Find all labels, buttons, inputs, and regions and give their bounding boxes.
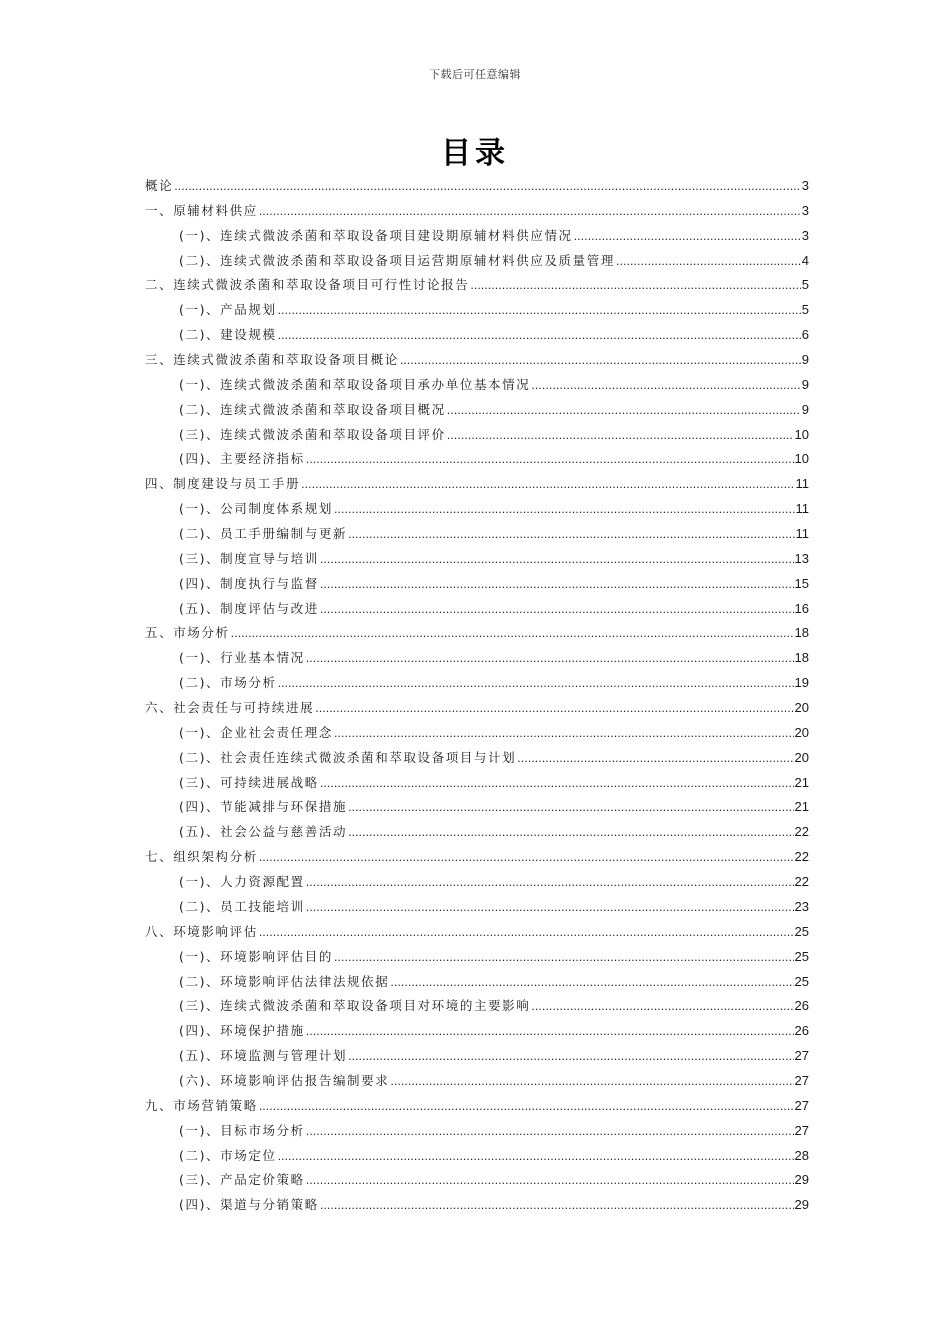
toc-entry[interactable] [145,970,809,995]
toc-entry[interactable] [145,1069,809,1094]
toc-entry-label: 一、原辅材料供应 [145,202,258,218]
toc-entry-label: (二)、环境影响评估法律法规依据 [179,973,390,989]
toc-entry-label: (三)、可持续进展战略 [179,774,319,790]
toc-page-number: 25 [794,923,809,939]
page-title: 目录 [441,136,509,171]
toc-page-number: 3 [801,202,809,218]
toc-dot-leader [517,747,793,772]
toc-page-number: 13 [794,550,809,566]
toc-dot-leader [306,871,794,896]
toc-page-number: 29 [794,1197,809,1213]
toc-entry-label: 六、社会责任与可持续进展 [145,700,315,716]
toc-dot-leader [278,1145,794,1170]
header-note: 下载后可任意编辑 [429,68,521,81]
toc-dot-leader [306,1020,794,1045]
toc-entry-label: (三)、连续式微波杀菌和萃取设备项目对环境的主要影响 [179,998,531,1014]
toc-dot-leader [306,1169,794,1194]
toc-entry-label: (一)、连续式微波杀菌和萃取设备项目承办单位基本情况 [179,376,531,392]
toc-entry-label: (二)、社会责任连续式微波杀菌和萃取设备项目与计划 [179,749,517,765]
toc-entry[interactable] [145,597,809,622]
toc-page-number: 23 [794,898,809,914]
toc-dot-leader [531,374,800,399]
toc-entry[interactable] [145,472,809,497]
toc-page-number: 20 [794,749,809,765]
toc-entry[interactable] [145,845,809,870]
toc-page-number: 25 [794,948,809,964]
toc-dot-leader [278,672,794,697]
toc-entry[interactable] [145,795,809,820]
toc-entry[interactable] [145,497,809,522]
toc-entry[interactable] [145,945,809,970]
toc-entry-label: (一)、人力资源配置 [179,874,305,890]
toc-entry-label: (一)、目标市场分析 [179,1122,305,1138]
toc-dot-leader [390,971,793,996]
toc-page-number: 9 [801,352,809,368]
toc-entry-label: 九、市场营销策略 [145,1097,258,1113]
toc-entry-label: 概论 [145,178,174,193]
toc-entry-label: 二、连续式微波杀菌和萃取设备项目可行性讨论报告 [145,277,470,293]
toc-entry[interactable] [145,224,809,249]
toc-page-number: 10 [794,451,809,467]
toc-page-number: 20 [794,700,809,716]
toc-entry[interactable] [145,174,809,199]
toc-page-number: 10 [794,426,809,442]
toc-entry[interactable] [145,572,809,597]
toc-entry[interactable] [145,522,809,547]
toc-entry-label: (五)、环境监测与管理计划 [179,1048,348,1064]
table-of-contents [145,174,809,1218]
toc-page-number: 22 [794,874,809,890]
toc-entry-label: (二)、员工技能培训 [179,898,305,914]
toc-entry-label: (二)、连续式微波杀菌和萃取设备项目运营期原辅材料供应及质量管理 [179,252,615,268]
toc-entry[interactable] [145,423,809,448]
toc-dot-leader [174,175,801,200]
toc-entry-label: (四)、环境保护措施 [179,1023,305,1039]
toc-page-number: 27 [794,1048,809,1064]
toc-entry[interactable] [145,746,809,771]
toc-dot-leader [400,349,801,374]
toc-page-number: 21 [794,774,809,790]
toc-entry[interactable] [145,1094,809,1119]
toc-dot-leader [348,523,794,548]
toc-page-number: 26 [794,998,809,1014]
toc-entry-label: (一)、行业基本情况 [179,650,305,666]
toc-entry[interactable] [145,323,809,348]
toc-dot-leader [616,250,801,275]
toc-entry-label: (三)、产品定价策略 [179,1172,305,1188]
toc-dot-leader [320,1194,794,1219]
toc-entry-label: 八、环境影响评估 [145,923,258,939]
toc-entry-label: (五)、社会公益与慈善活动 [179,824,348,840]
toc-dot-leader [320,573,794,598]
toc-entry[interactable] [145,298,809,323]
toc-dot-leader [320,548,794,573]
toc-page-number: 27 [794,1097,809,1113]
toc-entry[interactable] [145,547,809,572]
toc-dot-leader [259,846,794,871]
toc-page-number: 5 [801,302,809,318]
toc-entry[interactable] [145,895,809,920]
toc-dot-leader [320,598,794,623]
toc-entry[interactable] [145,1168,809,1193]
toc-entry-label: 五、市场分析 [145,625,230,641]
toc-page-number: 3 [801,227,809,243]
toc-entry[interactable] [145,373,809,398]
toc-entry-label: 三、连续式微波杀菌和萃取设备项目概论 [145,352,399,368]
toc-entry-label: (一)、连续式微波杀菌和萃取设备项目建设期原辅材料供应情况 [179,227,573,243]
toc-entry-label: (一)、产品规划 [179,302,277,318]
toc-dot-leader [306,1120,794,1145]
toc-dot-leader [334,722,794,747]
toc-entry-label: (二)、员工手册编制与更新 [179,526,348,542]
toc-dot-leader [278,324,801,349]
toc-page-number: 5 [801,277,809,293]
toc-entry[interactable] [145,249,809,274]
toc-dot-leader [348,796,793,821]
toc-entry-label: (四)、制度执行与监督 [179,575,319,591]
toc-page-number: 27 [794,1072,809,1088]
toc-page-number: 21 [794,799,809,815]
toc-entry[interactable] [145,696,809,721]
toc-dot-leader [574,225,801,250]
toc-entry[interactable] [145,1193,809,1218]
toc-page-number: 11 [795,526,809,542]
toc-page-number: 11 [795,501,809,517]
toc-entry[interactable] [145,1144,809,1169]
toc-entry-label: (六)、环境影响评估报告编制要求 [179,1072,390,1088]
toc-entry[interactable] [145,1044,809,1069]
toc-entry-label: (四)、渠道与分销策略 [179,1197,319,1213]
toc-page-number: 22 [794,824,809,840]
toc-entry[interactable] [145,199,809,224]
toc-entry-label: (五)、制度评估与改进 [179,600,319,616]
toc-page-number: 3 [801,178,809,193]
toc-entry-label: (二)、连续式微波杀菌和萃取设备项目概况 [179,401,446,417]
toc-dot-leader [390,1070,793,1095]
toc-entry[interactable] [145,721,809,746]
toc-dot-leader [348,821,793,846]
toc-dot-leader [348,1045,793,1070]
toc-dot-leader [306,647,794,672]
toc-entry-label: (三)、连续式微波杀菌和萃取设备项目评价 [179,426,446,442]
toc-dot-leader [447,399,801,424]
toc-entry-label: (四)、节能减排与环保措施 [179,799,348,815]
toc-dot-leader [447,424,794,449]
toc-dot-leader [301,473,794,498]
toc-dot-leader [334,498,795,523]
toc-entry[interactable] [145,920,809,945]
toc-page-number: 9 [801,401,809,417]
toc-entry[interactable] [145,447,809,472]
toc-entry[interactable] [145,1119,809,1144]
toc-page-number: 26 [794,1023,809,1039]
toc-page-number: 4 [801,252,809,268]
toc-entry[interactable] [145,771,809,796]
toc-page-number: 25 [794,973,809,989]
toc-entry-label: (一)、企业社会责任理念 [179,724,333,740]
toc-dot-leader [306,896,794,921]
toc-page-number: 6 [801,327,809,343]
toc-entry[interactable] [145,621,809,646]
toc-entry-label: (二)、市场分析 [179,675,277,691]
toc-page-number: 16 [794,600,809,616]
toc-page-number: 19 [794,675,809,691]
toc-dot-leader [320,772,794,797]
toc-dot-leader [470,274,800,299]
toc-dot-leader [315,697,793,722]
toc-page-number: 18 [794,650,809,666]
toc-page-number: 20 [794,724,809,740]
toc-entry[interactable] [145,1019,809,1044]
toc-page-number: 15 [794,575,809,591]
toc-entry[interactable] [145,820,809,845]
toc-entry[interactable] [145,273,809,298]
toc-entry-label: 七、组织架构分析 [145,849,258,865]
toc-entry-label: (三)、制度宣导与培训 [179,550,319,566]
toc-page-number: 22 [794,849,809,865]
toc-dot-leader [259,200,801,225]
toc-entry-label: (二)、市场定位 [179,1147,277,1163]
toc-entry-label: (一)、环境影响评估目的 [179,948,333,964]
toc-entry[interactable] [145,994,809,1019]
toc-entry[interactable] [145,870,809,895]
toc-entry-label: (四)、主要经济指标 [179,451,305,467]
toc-dot-leader [531,995,793,1020]
toc-dot-leader [278,299,801,324]
toc-page-number: 28 [794,1147,809,1163]
toc-dot-leader [306,448,794,473]
toc-page-number: 27 [794,1122,809,1138]
toc-page-number: 18 [794,625,809,641]
toc-entry[interactable] [145,671,809,696]
toc-entry-label: 四、制度建设与员工手册 [145,476,301,492]
toc-entry-label: (二)、建设规模 [179,327,277,343]
toc-entry[interactable] [145,348,809,373]
toc-page-number: 11 [795,476,809,492]
toc-entry-label: (一)、公司制度体系规划 [179,501,333,517]
toc-page-number: 9 [801,376,809,392]
toc-dot-leader [259,1095,794,1120]
toc-entry[interactable] [145,398,809,423]
toc-dot-leader [231,622,794,647]
toc-dot-leader [334,946,794,971]
toc-page-number: 29 [794,1172,809,1188]
toc-entry[interactable] [145,646,809,671]
toc-dot-leader [259,921,794,946]
